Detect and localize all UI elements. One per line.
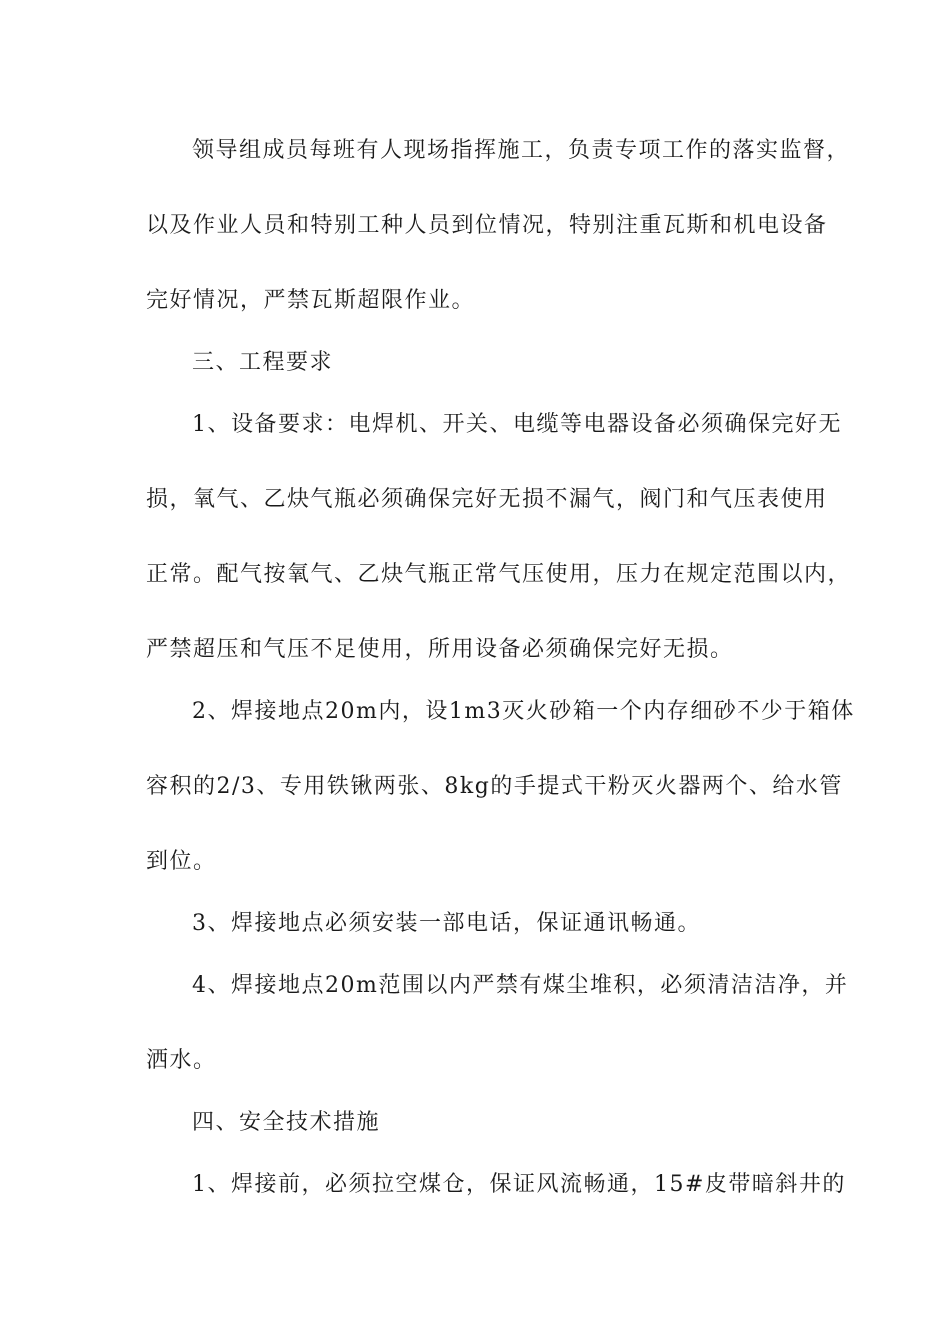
paragraph-line: 到位。 — [146, 849, 217, 874]
paragraph-line: 领导组成员每班有人现场指挥施工，负责专项工作的落实监督， — [192, 138, 851, 163]
paragraph-line: 1、焊接前，必须拉空煤仓，保证风流畅通，15#皮带暗斜井的 — [192, 1172, 846, 1197]
paragraph-line: 4、焊接地点20m范围以内严禁有煤尘堆积，必须清洁洁净，并 — [192, 973, 849, 998]
paragraph-line: 正常。配气按氧气、乙炔气瓶正常气压使用，压力在规定范围以内， — [146, 562, 852, 587]
section-heading: 四、安全技术措施 — [192, 1110, 381, 1135]
paragraph-line: 以及作业人员和特别工种人员到位情况，特别注重瓦斯和机电设备 — [146, 213, 828, 238]
paragraph-line: 严禁超压和气压不足使用，所用设备必须确保完好无损。 — [146, 637, 734, 662]
paragraph-line: 2、焊接地点20m内，设1m3灭火砂箱一个内存细砂不少于箱体 — [192, 699, 855, 724]
paragraph-line: 洒水。 — [146, 1048, 217, 1073]
paragraph-line: 损，氧气、乙炔气瓶必须确保完好无损不漏气，阀门和气压表使用 — [146, 487, 828, 512]
paragraph-line: 容积的2/3、专用铁锹两张、8kg的手提式干粉灭火器两个、给水管 — [146, 774, 843, 799]
paragraph-line: 1、设备要求：电焊机、开关、电缆等电器设备必须确保完好无 — [192, 412, 842, 437]
paragraph-line: 完好情况，严禁瓦斯超限作业。 — [146, 288, 476, 313]
section-heading: 三、工程要求 — [192, 350, 334, 375]
paragraph-line: 3、焊接地点必须安装一部电话，保证通讯畅通。 — [192, 911, 701, 936]
